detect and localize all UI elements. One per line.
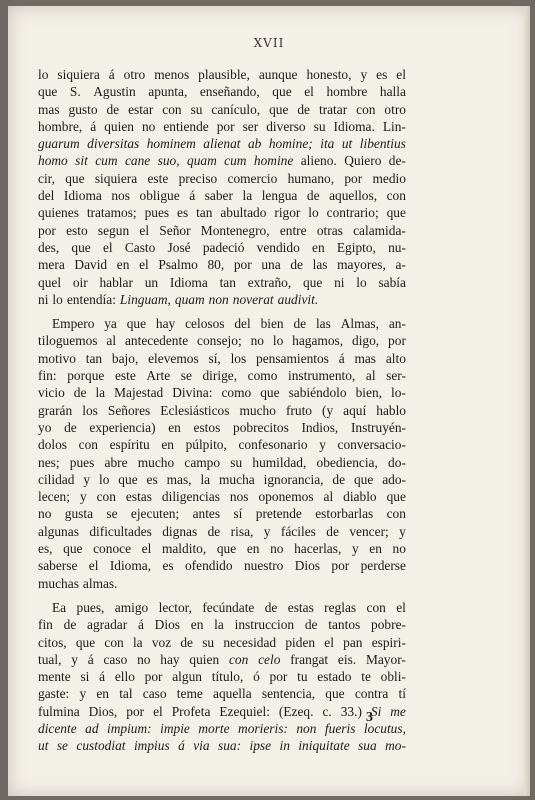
text-line: es, que conoce el maldito, que en no hacerlas, y en no [38,541,406,557]
paragraph-2 [38,315,406,592]
text-line: homo sit cum cane suo, quam cum homine alieno. Quiero de- [38,153,406,169]
text-line: grarán los Señores Eclesiásticos mucho fruto (y aquí hablo [38,402,406,418]
text-line: dicente ad impium: impie morte morieris: non fueris locutus, [38,720,406,736]
text-line: no gusta se ejecuten; antes sí pretende estorbarlas con [38,506,406,522]
text-line: cir, que siquiera este preciso comercio humano, por medio [38,170,406,186]
text-line: ni lo entendía: Linguam, quam non noverat audivit. [38,291,319,307]
book-page [8,6,530,796]
text-line: nes; pues abre mucho campo su humildad, obediencia, do- [38,454,406,470]
text-line: mas gusto de estar con su canículo, que de tratar con otro [38,101,406,117]
text-line: mente si á ello por algun título, ó por tu estado te obli- [38,669,406,685]
text-line: fin: porque este Arte se dirige, como instrumento, al ser- [38,368,406,384]
text-line: del Idioma nos obligue á saber la lengua de aquellos, con [38,188,406,204]
paragraph-gap [38,592,406,599]
text-line: des, que el Casto José padeció vendido en Egipto, nu- [38,239,406,255]
page-number: 3 [366,710,373,725]
text-line: ut se custodiat impius á via sua: ipse in iniquitate sua mo- [38,738,406,754]
text-line: yo de experiencia) en estos pobrecitos Indios, Instruyén- [38,419,406,435]
paragraph-3 [38,599,406,755]
text-line: hombre, á quien no entiende por ser diverso su Idioma. Lin- [38,118,406,134]
text-line: mera David en el Psalmo 80, por una de las mayores, a- [38,257,406,273]
text-line: tual, y á caso no hay quien con celo frangat eis. Mayor- [38,651,406,667]
text-line: quienes tratamos; pues es tan abultado rigor lo contrario; que [38,205,406,221]
text-line: saberse el Idioma, es ofendido nuestro Dios por perderse [38,558,406,574]
text-line: algunas dificultades dignas de risa, y fáciles de vencer; y [38,523,406,539]
text-line: lo siquiera á otro menos plausible, aunque honesto, y es el [38,67,406,82]
text-line: fin de agradar á Dios en la instruccion de tantos pobre- [38,617,406,633]
text-line: cilidad y lo que es mas, la mucha ignorancia, de que ado- [38,471,406,487]
text-line: lecen; y con estas diligencias nos oponemos al diablo que [38,489,406,505]
page-edge [524,6,530,796]
body-text [38,66,406,755]
text-line: que S. Agustin apunta, enseñando, que el hombre halla [38,84,406,100]
paragraph-gap [38,308,406,315]
text-line: guarum diversitas hominem alienat ab homine; ita ut libentius [38,136,406,152]
text-line: Empero ya que hay celosos del bien de las Almas, an- [52,316,406,332]
text-line: vicio de la Majestad Divina: como que sabiéndolo bien, lo- [38,385,406,401]
text-line: fulmina Dios, por el Profeta Ezequiel: (Ezeq. c. 33.) Si me [38,703,406,719]
text-line: por esto segun el Señor Montenegro, entre otras calamida- [38,222,406,238]
page-header-roman-numeral: XVII [253,36,285,50]
paragraph-1 [38,66,406,308]
text-line: tiloguemos al antecedente consejo; no lo hagamos, digo, por [38,333,406,349]
text-line: quel oir hablar un Idioma tan extraño, que ni lo sabía [38,274,406,290]
text-line: gaste: y en tal caso teme aquella sentencia, que contra tí [38,686,406,702]
text-line: Ea pues, amigo lector, fecúndate de estas reglas con el [52,599,406,615]
text-line: muchas almas. [38,575,118,591]
text-line: citos, que con la voz de su necesidad piden el pan espiri- [38,634,406,650]
text-line: motivo tan bajo, elevemos sí, los pensamientos á mas alto [38,350,406,366]
text-line: dolos con espíritu en púlpito, confesonario y conversacio- [38,437,406,453]
